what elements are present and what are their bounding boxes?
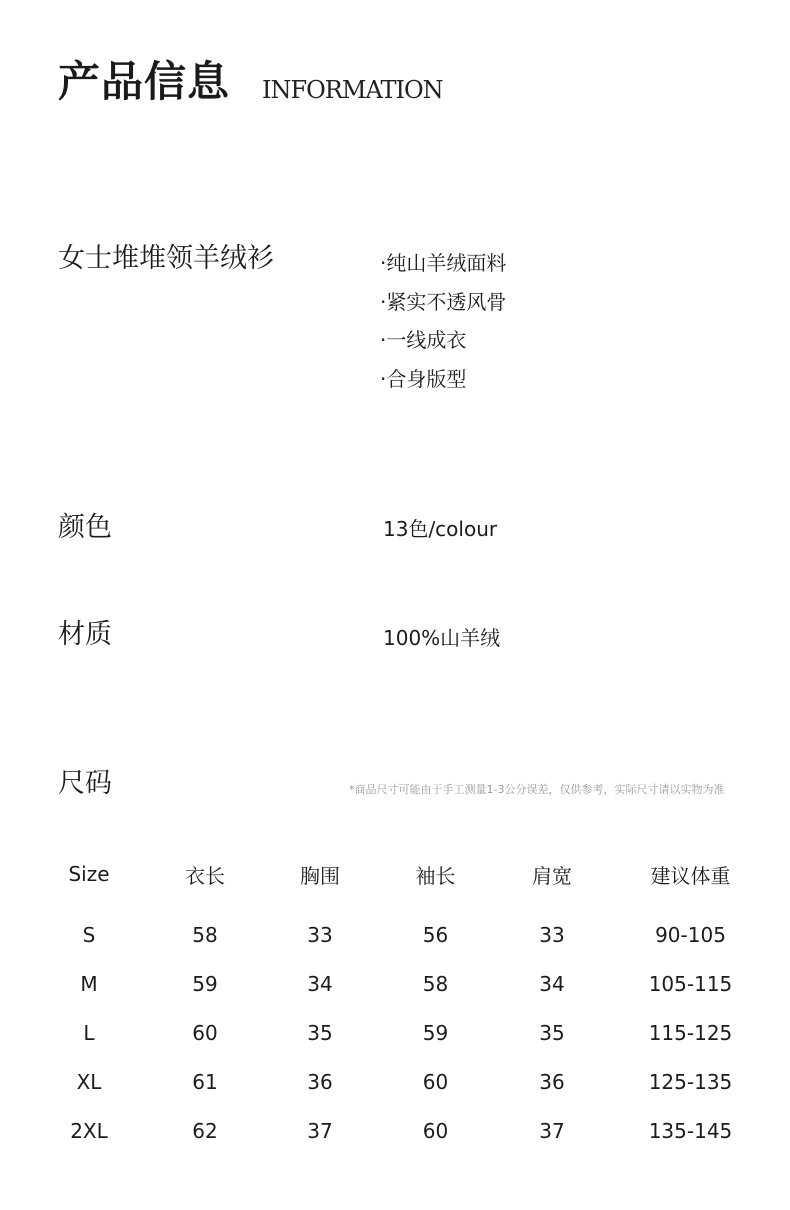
table-cell: 36 xyxy=(539,1069,565,1094)
table-cell: 60 xyxy=(422,1069,449,1094)
table-cell: 37 xyxy=(539,1118,565,1143)
table-cell: 58 xyxy=(422,971,449,996)
table-cell: 105-115 xyxy=(648,971,733,996)
table-cell: 59 xyxy=(192,971,218,996)
table-row xyxy=(30,1057,770,1106)
column-header: 建议体重 xyxy=(650,863,731,888)
table-row xyxy=(30,1106,770,1155)
table-cell: 34 xyxy=(539,971,565,996)
table-cell: 34 xyxy=(307,971,333,996)
table-cell: 56 xyxy=(422,922,449,947)
table-cell: 135-145 xyxy=(648,1118,733,1143)
material-label: 材质 xyxy=(58,619,112,650)
table-cell: 58 xyxy=(192,922,218,947)
size-section-label: 尺码 xyxy=(58,768,112,799)
table-cell: 62 xyxy=(192,1118,218,1143)
table-cell: 2XL xyxy=(70,1118,108,1143)
table-cell: M xyxy=(80,971,98,996)
table-header-row xyxy=(30,850,770,898)
table-row xyxy=(30,1008,770,1057)
page-title: 产品信息 xyxy=(58,57,231,106)
size-note: *商品尺寸可能由于手工测量1-3公分误差，仅供参考，实际尺寸请以实物为准 xyxy=(349,783,725,796)
table-cell: 33 xyxy=(307,922,333,947)
page-subtitle: INFORMATION xyxy=(262,76,443,104)
product-name: 女士堆堆领羊绒衫 xyxy=(58,243,274,274)
column-header: 肩宽 xyxy=(532,863,572,888)
table-row xyxy=(30,898,770,959)
table-cell: 35 xyxy=(307,1020,333,1045)
table-cell: 125-135 xyxy=(648,1069,733,1094)
column-header: 袖长 xyxy=(415,863,456,888)
size-table xyxy=(30,850,770,1155)
table-cell: 115-125 xyxy=(648,1020,733,1045)
table-cell: 36 xyxy=(307,1069,333,1094)
column-header: 胸围 xyxy=(300,863,340,888)
feature-item: ·紧实不透风骨 xyxy=(380,289,507,314)
color-label: 颜色 xyxy=(58,512,112,543)
feature-list xyxy=(380,244,506,398)
column-header: Size xyxy=(68,862,110,886)
table-cell: 33 xyxy=(539,922,565,947)
feature-item: ·一线成衣 xyxy=(380,328,467,352)
table-cell: 60 xyxy=(192,1020,218,1045)
material-value: 100%山羊绒 xyxy=(383,626,501,650)
table-cell: 37 xyxy=(307,1118,333,1143)
table-cell: 59 xyxy=(422,1020,449,1045)
table-cell: 35 xyxy=(539,1020,565,1045)
table-cell: S xyxy=(82,922,96,947)
table-cell: 90-105 xyxy=(655,922,726,947)
column-header: 衣长 xyxy=(185,863,225,888)
table-cell: 61 xyxy=(192,1069,218,1094)
feature-item: ·合身版型 xyxy=(380,366,467,391)
table-cell: XL xyxy=(76,1069,102,1094)
table-cell: L xyxy=(83,1020,95,1045)
table-cell: 60 xyxy=(422,1118,449,1143)
feature-item: ·纯山羊绒面料 xyxy=(380,251,507,275)
color-value: 13色/colour xyxy=(383,517,498,541)
table-row xyxy=(30,959,770,1008)
